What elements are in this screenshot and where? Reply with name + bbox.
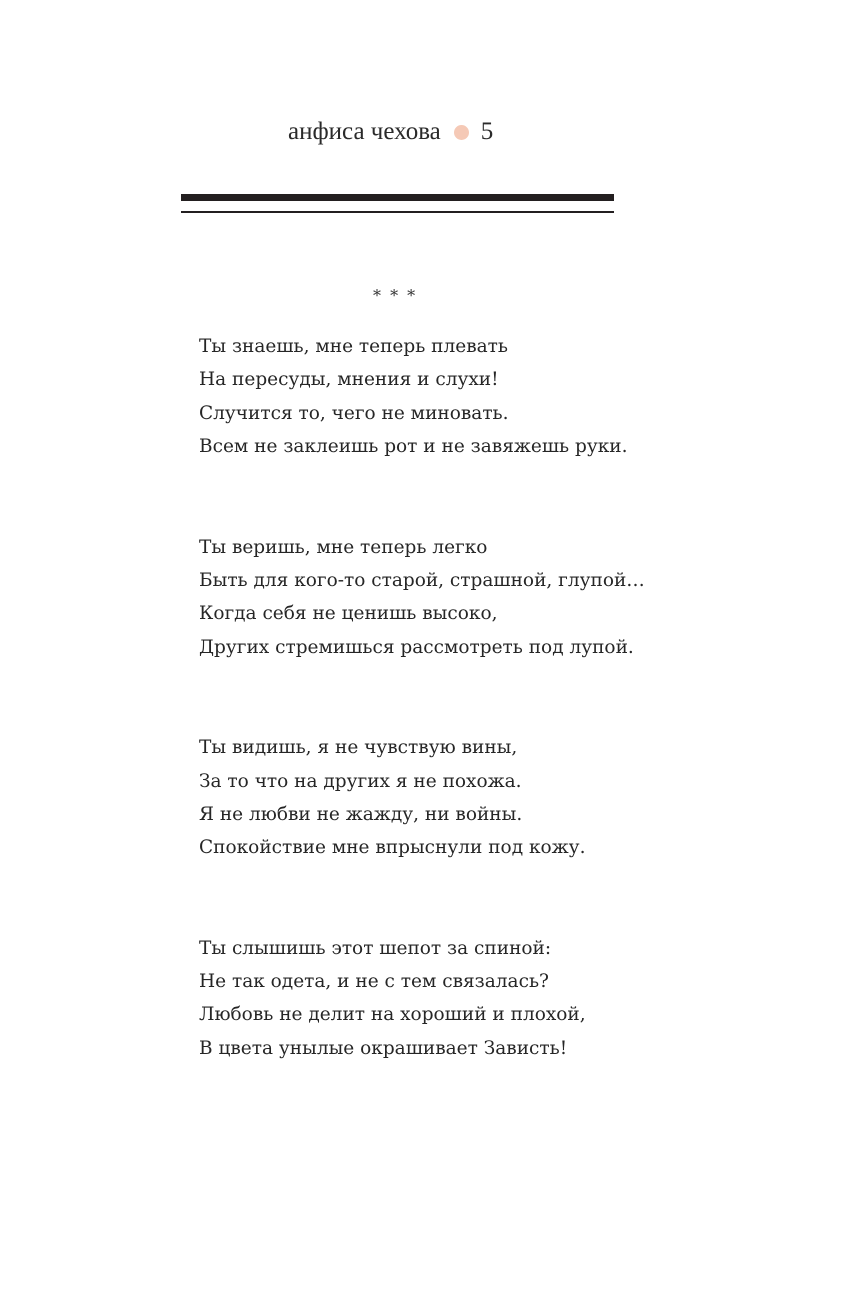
poem-line: Случится то, чего не миновать. [199, 402, 509, 424]
poem-separator: * * * [373, 286, 418, 305]
stanza [199, 932, 799, 1066]
dot-icon [454, 125, 469, 140]
poem-line: Не так одета, и не с тем связалась? [199, 971, 549, 993]
header-rule-thin [181, 211, 614, 213]
header-rule-thick [181, 194, 614, 201]
poem-body [199, 330, 799, 1132]
poem-line: Любовь не делит на хороший и плохой, [199, 1004, 586, 1026]
poem-line: Ты веришь, мне теперь легко [199, 536, 488, 558]
poem-line: Ты знаешь, мне теперь плевать [199, 336, 508, 357]
stanza [199, 531, 799, 665]
poem-line: Я не любви не жажду, ни войны. [199, 803, 523, 825]
poem-line: Других стремишься рассмотреть под лупой. [199, 636, 634, 658]
poem-line: Быть для кого-то старой, страшной, глупой… [199, 569, 645, 591]
stanza [199, 731, 799, 865]
poem-line: Ты слышишь этот шепот за спиной: [199, 937, 552, 959]
poem-line: В цвета унылые окрашивает Зависть! [199, 1037, 568, 1059]
poem-line: На пересуды, мнения и слухи! [199, 369, 499, 391]
page-number: 5 [480, 118, 494, 145]
poem-line: Ты видишь, я не чувствую вины, [199, 737, 518, 759]
poem-line: Когда себя не ценишь высоко, [199, 603, 498, 625]
stanza [199, 330, 799, 464]
author-name: анфиса чехова [288, 118, 441, 145]
poem-line: За то что на других я не похожа. [199, 770, 522, 792]
poem-line: Спокойствие мне впрыснули под кожу. [199, 837, 586, 859]
poem-line: Всем не заклеишь рот и не завяжешь руки. [199, 436, 628, 458]
running-header [288, 112, 588, 152]
